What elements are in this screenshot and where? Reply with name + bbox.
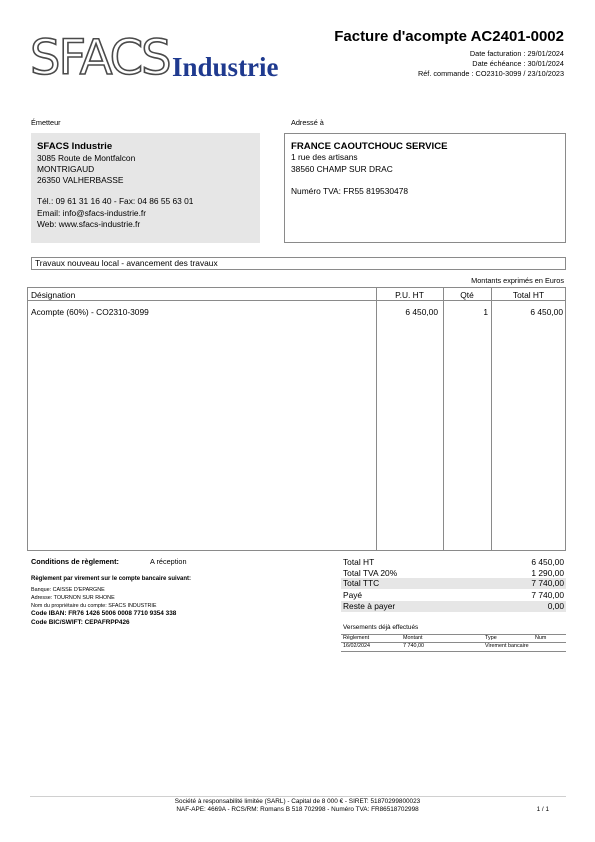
emitter-label: Émetteur	[31, 118, 61, 127]
header-designation: Désignation	[31, 290, 76, 300]
column-divider	[491, 287, 492, 551]
bank-address: Adresse: TOURNON SUR RHONE	[31, 595, 115, 601]
recipient-address-1: 1 rue des artisans	[291, 152, 358, 162]
payments-header-type: Type	[485, 635, 497, 641]
page-number: 1 / 1	[536, 806, 549, 813]
payment-amount: 7 740,00	[403, 643, 424, 649]
bank-transfer-title: Règlement par virement sur le compte bancaire suivant:	[31, 576, 192, 582]
header-quantity: Qté	[460, 290, 474, 300]
payments-header-num: Num	[535, 635, 547, 641]
total-ht-value: 6 450,00	[531, 557, 564, 567]
emitter-address-2: MONTRIGAUD	[37, 164, 95, 174]
total-ht-label: Total HT	[343, 557, 375, 567]
row-designation: Acompte (60%) - CO2310-3099	[31, 307, 149, 317]
footer-legal-line-1: Société à responsabilité limitée (SARL) - Capital de 8 000 € - SIRET: 51870299800023	[174, 798, 421, 805]
total-ttc-label: Total TTC	[343, 578, 380, 588]
bank-name: Banque: CAISSE D'EPARGNE	[31, 587, 105, 593]
paid-value: 7 740,00	[531, 590, 564, 600]
payment-terms-value: A réception	[150, 557, 187, 566]
column-divider	[376, 287, 377, 551]
paid-row	[341, 590, 566, 601]
emitter-block	[31, 133, 260, 243]
bic-code: Code BIC/SWIFT: CEPAFRPP426	[31, 619, 130, 626]
invoice-date: Date facturation : 29/01/2024	[469, 49, 564, 58]
emitter-phone: Tél.: 09 61 31 16 40 - Fax: 04 86 55 63 01	[37, 196, 194, 206]
total-ht-row	[341, 557, 566, 568]
header-total: Total HT	[512, 290, 545, 300]
logo-brand-text: SFACS	[30, 30, 170, 86]
emitter-address-1: 3085 Route de Montfalcon	[37, 153, 136, 163]
footer-legal-line-2: NAF-APE: 4669A - RCS/RM: Romans B 518 702998 - Numéro TVA: FR86518702998	[176, 806, 419, 813]
items-table	[27, 287, 566, 551]
total-ttc-row	[341, 578, 566, 589]
payments-header-montant: Montant	[403, 635, 423, 641]
remaining-label: Reste à payer	[343, 601, 396, 611]
payment-terms-label: Conditions de règlement:	[31, 557, 119, 566]
payments-rule	[341, 642, 566, 643]
company-logo	[30, 30, 290, 86]
header-unit-price: P.U. HT	[395, 290, 424, 300]
row-total: 6 450,00	[530, 307, 563, 317]
account-owner: Nom du propriétaire du compte: SFACS INDUSTRIE	[31, 603, 157, 609]
payment-date: 16/02/2024	[343, 643, 370, 649]
row-unit-price: 6 450,00	[405, 307, 438, 317]
emitter-name: SFACS Industrie	[37, 141, 113, 152]
payments-rule	[341, 634, 566, 635]
payments-title: Versements déjà effectués	[343, 624, 419, 631]
total-ttc-value: 7 740,00	[531, 578, 564, 588]
total-tva-value: 1 290,00	[531, 568, 564, 578]
remaining-value: 0,00	[547, 601, 564, 611]
recipient-block	[284, 133, 566, 243]
remaining-row	[341, 601, 566, 612]
invoice-title: Facture d'acompte AC2401-0002	[334, 28, 564, 45]
emitter-address-3: 26350 VALHERBASSE	[37, 175, 124, 185]
emitter-website: Web: www.sfacs-industrie.fr	[37, 219, 141, 229]
paid-label: Payé	[343, 590, 363, 600]
column-divider	[443, 287, 444, 551]
payments-header-reglement: Règlement	[343, 635, 370, 641]
recipient-address-2: 38560 CHAMP SUR DRAC	[291, 164, 393, 174]
row-quantity: 1	[483, 307, 488, 317]
order-reference: Réf. commande : CO2310-3099 / 23/10/2023	[417, 69, 564, 78]
total-tva-label: Total TVA 20%	[343, 568, 398, 578]
iban-code: Code IBAN: FR76 1426 5006 0008 7710 9354 338	[31, 610, 177, 617]
payment-type: Virement bancaire	[485, 643, 529, 649]
logo-suffix-text: Industrie	[172, 52, 279, 82]
recipient-vat: Numéro TVA: FR55 819530478	[291, 186, 409, 196]
recipient-name: FRANCE CAOUTCHOUC SERVICE	[291, 141, 448, 152]
currency-note: Montants exprimés en Euros	[471, 276, 564, 285]
payments-rule	[341, 651, 566, 652]
recipient-label: Adressé à	[291, 118, 324, 127]
footer-rule	[30, 796, 566, 797]
invoice-object: Travaux nouveau local - avancement des travaux	[31, 257, 566, 270]
due-date: Date échéance : 30/01/2024	[472, 59, 564, 68]
emitter-email: Email: info@sfacs-industrie.fr	[37, 208, 147, 218]
